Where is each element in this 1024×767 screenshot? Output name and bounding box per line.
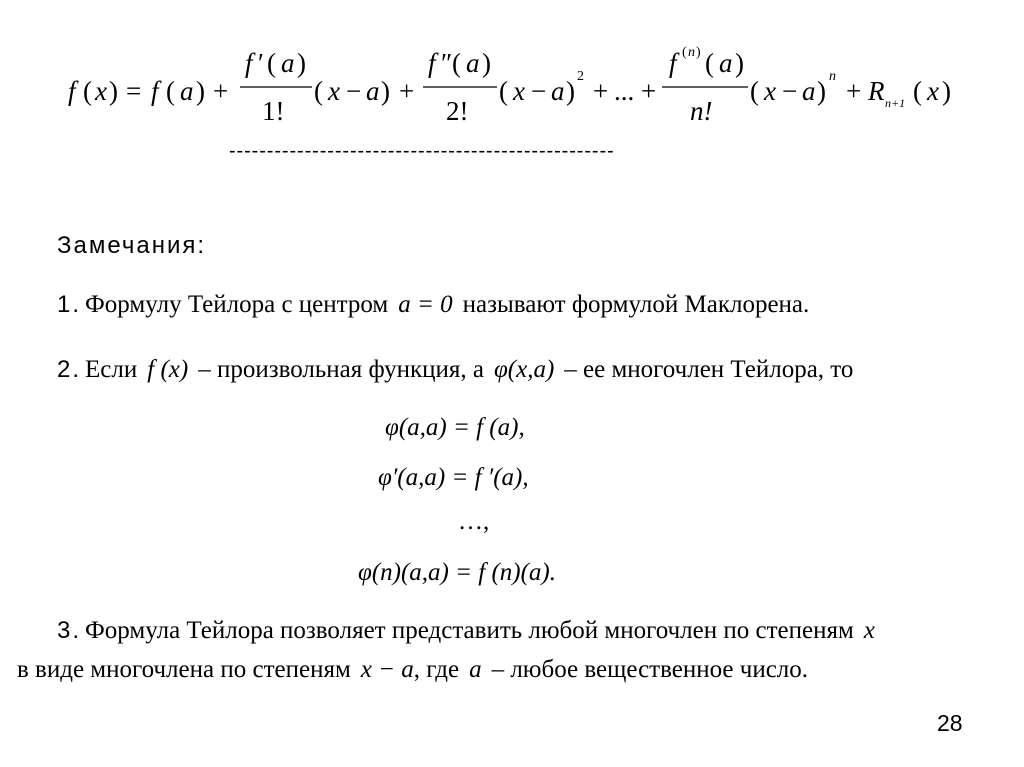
frac1-rparen: )	[297, 48, 306, 78]
termn-minus: −	[782, 76, 798, 106]
frac2-lparen: (	[452, 48, 461, 78]
remark-2-math-f: f (x)	[147, 356, 189, 383]
termn-exponent: n	[829, 69, 836, 84]
remark-3-math-a: a	[469, 656, 482, 683]
remark-3-text-after: – любое вещественное число.	[491, 656, 809, 683]
remainder-rparen: )	[942, 76, 951, 106]
remark-3-line-2	[17, 656, 808, 684]
termn-a: a	[802, 76, 816, 106]
frac1-prime: ′	[258, 48, 264, 78]
term1-rparen: )	[381, 76, 390, 106]
remark-1-number: 1.	[57, 291, 82, 318]
formula-plus1: +	[213, 76, 229, 106]
remark-1-text-after: называют формулой Маклорена.	[462, 291, 810, 318]
remarks-title: Замечания:	[57, 232, 207, 259]
remark-3-math-xa: x − a	[360, 656, 414, 683]
formula-eq: =	[126, 76, 142, 106]
frac2-denominator: 2!	[446, 96, 469, 126]
equation-2: φ′(a,a) = f ′(a),	[378, 464, 529, 491]
frac1-denominator: 1!	[262, 96, 285, 126]
taylor-formula	[0, 0, 1024, 140]
frac2-a: a	[466, 48, 480, 78]
term1-minus: −	[346, 76, 362, 106]
frac1-f: f	[245, 48, 253, 78]
frac2-f: f	[428, 48, 436, 78]
remainder-R: R	[868, 76, 885, 106]
term1-lparen: (	[314, 76, 323, 106]
formula-rparen: )	[109, 76, 118, 106]
fracn-sup-lparen: (	[682, 45, 687, 60]
fracn-lparen: (	[705, 48, 714, 78]
frac2-prime: ″	[441, 48, 453, 78]
remark-3-number: 3.	[57, 617, 82, 644]
remark-1-text-before: Формулу Тейлора с центром	[85, 291, 389, 318]
term2-lparen: (	[499, 76, 508, 106]
fracn-sup-n: n	[688, 45, 695, 60]
formula-plus2: +	[399, 76, 415, 106]
remark-2	[57, 356, 853, 384]
formula-x: x	[95, 76, 107, 106]
remainder-subscript: n+1	[885, 96, 906, 110]
remark-1	[57, 291, 809, 319]
term2-minus: −	[531, 76, 547, 106]
remark-3-text-line1: Формула Тейлора позволяет представить любой многочлен по степеням	[85, 617, 854, 644]
remark-3-text-before: в виде многочлена по степеням	[17, 656, 351, 683]
fracn-f: f	[669, 48, 677, 78]
term2-x: x	[513, 76, 525, 106]
remainder-x: x	[927, 76, 939, 106]
remark-2-math-phi: φ(x,a)	[493, 356, 555, 383]
formula-ellipsis: ...	[614, 76, 635, 106]
fracn-a: a	[719, 48, 733, 78]
termn-x: x	[764, 76, 776, 106]
term2-a: a	[551, 76, 565, 106]
page-number: 28	[937, 710, 963, 736]
fracn-denominator: n!	[690, 96, 713, 126]
formula-f: f	[68, 76, 76, 106]
remark-2-text-after: – ее многочлен Тейлора, то	[564, 356, 854, 383]
remark-2-text-middle: – произвольная функция, а	[198, 356, 484, 383]
termn-rparen: )	[817, 76, 826, 106]
term2-rparen: )	[566, 76, 575, 106]
remark-1-math: a = 0	[398, 291, 453, 318]
formula-plus4: +	[641, 76, 657, 106]
frac2-rparen: )	[482, 48, 491, 78]
equation-1: φ(a,a) = f (a),	[385, 414, 525, 441]
frac1-a: a	[281, 48, 295, 78]
formula-a: a	[180, 76, 194, 106]
fracn-sup-rparen: )	[696, 45, 701, 60]
formula-plus3: +	[593, 76, 609, 106]
remark-2-number: 2.	[57, 356, 82, 383]
term1-x: x	[328, 76, 340, 106]
remainder-lparen: (	[913, 76, 922, 106]
separator-line: ---------------------------------------------------	[229, 140, 615, 162]
term2-exponent: 2	[577, 69, 584, 84]
equation-n: φ(n)(a,a) = f (n)(a).	[358, 559, 556, 586]
formula-f2: f	[151, 76, 159, 106]
remark-3-math-x: x	[863, 617, 875, 644]
formula-lparen: (	[83, 76, 92, 106]
termn-lparen: (	[750, 76, 759, 106]
formula-lparen2: (	[166, 76, 175, 106]
fracn-rparen: )	[735, 48, 744, 78]
frac1-lparen: (	[267, 48, 276, 78]
formula-rparen2: )	[196, 76, 205, 106]
remark-3-line-1	[57, 617, 875, 645]
term1-a: a	[366, 76, 380, 106]
formula-plus5: +	[846, 76, 862, 106]
equation-ellipsis: …,	[458, 508, 490, 535]
remark-2-text-before: Если	[85, 356, 138, 383]
remark-3-text-middle: , где	[413, 656, 460, 683]
